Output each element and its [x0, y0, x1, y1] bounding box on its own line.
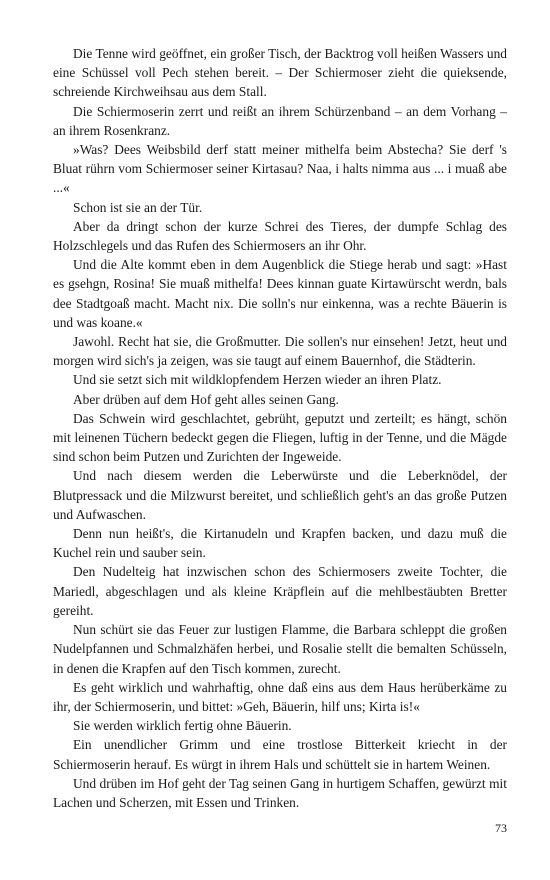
- paragraph: Sie werden wirklich fertig ohne Bäuerin.: [73, 718, 292, 734]
- paragraph: Und sie setzt sich mit wildklopfendem Herzen wieder an ihren Platz.: [73, 372, 442, 388]
- page-text: [53, 44, 507, 812]
- paragraph: Ein unendlicher Grimm und eine trostlose Bitterkeit kriecht in der Schiermoserin herauf. Es würgt in ihrem Hals und schüttelt sie in hartem Weinen.: [53, 737, 507, 772]
- paragraph: Den Nudelteig hat inzwischen schon des Schiermosers zweite Tochter, die Mariedl, abgeschlagen und als kleine Kräpflein auf die mehlbestäubten Bretter gereiht.: [53, 564, 507, 618]
- paragraph: Und die Alte kommt eben in dem Augenblick die Stiege herab und sagt: »Hast es gsehgn, Rosina! Sie muaß mithelfa! Dees kinnan guate Kirtawürscht werdn, bals dee Stadtgoaß macht. Macht nix. Die solln's nur einkenna, was a rechte Bäuerin is und was koane.«: [53, 257, 507, 330]
- paragraph: Das Schwein wird geschlachtet, gebrüht, geputzt und zerteilt; es hängt, schön mit leinenen Tüchern bedeckt gegen die Fliegen, luftig in der Tenne, und die Mägde sind schon beim Putzen und Zurichten der Ingeweide.: [53, 410, 507, 465]
- paragraph: Nun schürt sie das Feuer zur lustigen Flamme, die Barbara schleppt die großen Nudelpfannen und Schmalzhäfen herbei, und Rosalie stellt die bemalten Schüsseln, in denen die Krapfen auf den Tisch kommen, zurecht.: [53, 622, 507, 676]
- paragraph: Jawohl. Recht hat sie, die Großmutter. Die sollen's nur einsehen! Jetzt, heut und morgen wird sich's ja zeigen, was sie taugt auf einem Bauernhof, die Städterin.: [53, 334, 507, 369]
- paragraph: Die Tenne wird geöffnet, ein großer Tisch, der Backtrog voll heißen Wassers und eine Schüssel voll Pech stehen bereit. – Der Schiermoser zieht die quieksende, schreiende Kirchweihsau aus dem Stall.: [53, 46, 507, 100]
- paragraph: »Was? Dees Weibsbild derf statt meiner mithelfa beim Abstecha? Sie derf 's Bluat rührn vom Schiermoser seiner Kirtasau? Naa, i halts nimma aus ... i muaß abe ...«: [53, 142, 507, 196]
- paragraph: Denn nun heißt's, die Kirtanudeln und Krapfen backen, und dazu muß die Kuchel rein und sauber sein.: [53, 526, 507, 561]
- paragraph: Aber da dringt schon der kurze Schrei des Tieres, der dumpfe Schlag des Holzschlegels und das Rufen des Schiermosers an ihr Ohr.: [53, 218, 507, 254]
- paragraph: Und drüben im Hof geht der Tag seinen Gang in hurtigem Schaffen, gewürzt mit Lachen und Scherzen, mit Essen und Trinken.: [53, 775, 507, 810]
- paragraph: Die Schiermoserin zerrt und reißt an ihrem Schürzenband – an dem Vorhang – an ihrem Rosenkranz.: [53, 103, 507, 138]
- paragraph: Und nach diesem werden die Leberwürste und die Leberknödel, der Blutpressack und die Milzwurst bereitet, und schließlich geht's an das große Putzen und Aufwaschen.: [53, 468, 507, 522]
- paragraph: Es geht wirklich und wahrhaftig, ohne daß eins aus dem Haus herüberkäme zu ihr, der Schiermoserin, und bittet: »Geh, Bäuerin, hilf uns; Kirta is!«: [53, 679, 507, 714]
- paragraph: Schon ist sie an der Tür.: [73, 199, 203, 215]
- paragraph: Aber drüben auf dem Hof geht alles seinen Gang.: [73, 391, 339, 407]
- page-number: 73: [495, 821, 507, 835]
